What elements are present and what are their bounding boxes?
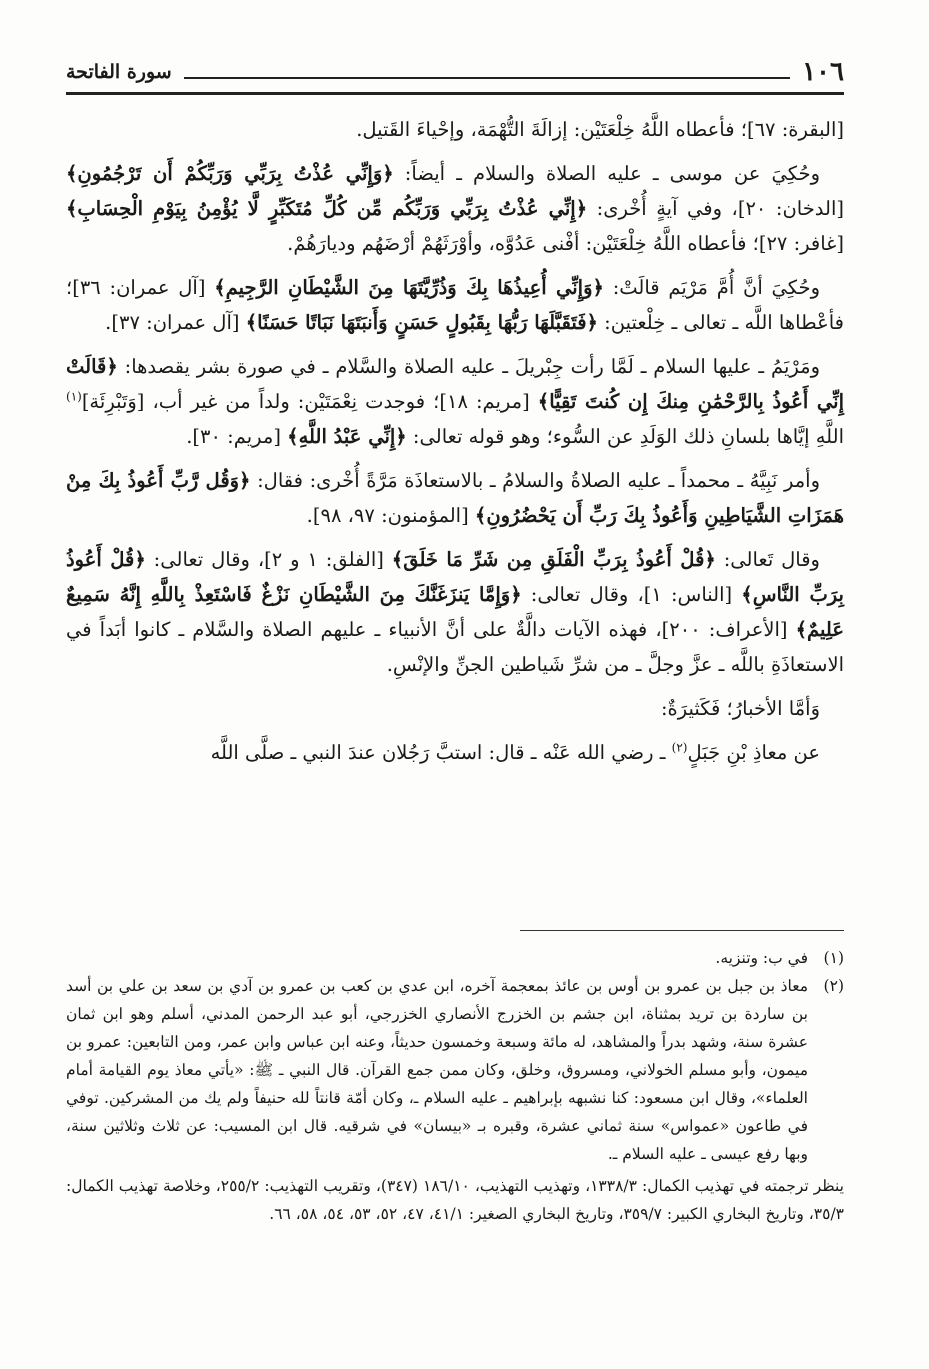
page-header	[66, 52, 844, 92]
quran-verse: ﴿قُلْ أَعُوذُ بِرَبِّ الْفَلَقِ مِن شَرِّ مَا خَلَقَ﴾	[391, 548, 716, 571]
surah-name: سورة الفاتحة	[66, 61, 172, 83]
quran-verse: ﴿قَالَتْ إِنِّي أَعُوذُ بِالرَّحْمَٰنِ مِنكَ إِن كُنتَ تَقِيًّا﴾	[66, 355, 845, 413]
quran-verse: ﴿إِنِّي عُذْتُ بِرَبِّي وَرَبِّكُم مِّن كُلِّ مُتَكَبِّرٍ لَّا يُؤْمِنُ بِيَوْمِ الْحِسَابِ﴾	[66, 197, 588, 220]
footnote-ref[interactable]: (٢)	[671, 740, 688, 755]
quran-verse: ﴿قُلْ أَعُوذُ بِرَبِّ النَّاسِ﴾	[66, 548, 844, 606]
footnote-ref[interactable]: (١)	[66, 389, 82, 404]
text: وقال تَعالى:	[715, 548, 820, 571]
header-rule	[66, 92, 844, 95]
text: [الدخان: ٢٠]، وفي آيةٍ أُخْرى:	[587, 197, 844, 220]
text: [مريم: ٣٠].	[186, 425, 288, 448]
text: وحُكِيَ عن موسى ـ عليه الصلاة والسلام ـ أيضاً:	[393, 162, 820, 185]
footnotes	[66, 944, 844, 1228]
quran-verse: ﴿وَإِنِّي أُعِيذُهَا بِكَ وَذُرِّيَّتَهَا مِنَ الشَّيْطَانِ الرَّجِيمِ﴾	[214, 276, 604, 299]
paragraph	[66, 463, 844, 533]
footnote-1	[66, 944, 844, 972]
text: [آل عمران: ٣٦]؛ فأعْطاها اللَّه ـ تعالى ـ خِلْعتين:	[66, 276, 844, 334]
text: [البقرة: ٦٧]؛ فأعطاه اللَّهُ خِلْعَتَيْن: إزالَةَ التُّهْمَة، وإحْياءَ القَتيل.	[356, 118, 844, 141]
quran-verse: ﴿إِنِّي عَبْدُ اللَّهِ﴾	[287, 425, 407, 448]
text: عن معاذِ بْنِ جَبَلٍ	[687, 741, 820, 764]
text: [الناس: ١]، وقال تعالى:	[521, 583, 742, 606]
text: [آل عمران: ٣٧].	[105, 311, 246, 334]
paragraph	[66, 542, 844, 682]
paragraph	[66, 691, 844, 726]
footnote-references: ينظر ترجمته في تهذيب الكمال: ١٣٣٨/٣، وتهذيب التهذيب، ١٨٦/١٠ (٣٤٧)، وتقريب التهذيب: ٢٥٥/٢، وخلاصة تهذيب الكمال: ٣٥/٣، وتاريخ البخاري الكبير: ٣٥٩/٧، وتاريخ البخاري الصغير: ٤١/١، ٤٧، ٥٢، ٥٣، ٥٤، ٥٨، ٦٦.	[66, 1177, 844, 1223]
paragraph	[66, 112, 844, 147]
paragraph	[66, 156, 844, 261]
text: [المؤمنون: ٩٧، ٩٨].	[306, 504, 475, 527]
text: ـ رضي الله عَنْه ـ قال: استبَّ رَجُلان عندَ النبي ـ صلَّى اللَّه	[210, 741, 672, 764]
text: وَأمَّا الأخبارُ؛ فَكَثيرَةٌ:	[660, 697, 820, 720]
footnote-2	[66, 972, 844, 1168]
text: [الأعراف: ٢٠٠]، فهذه الآيات دالَّةٌ على أنَّ الأنبياء ـ عليهم الصلاة والسَّلام ـ كانوا أبَداً في الاستعاذَةِ باللَّه ـ عزَّ وجلَّ ـ من شرِّ شَياطين الجنِّ والإنْسِ.	[66, 618, 844, 676]
quran-verse: ﴿وَإِنِّي عُذْتُ بِرَبِّي وَرَبِّكُمْ أَن تَرْجُمُونِ﴾	[66, 162, 394, 185]
page-number: ١٠٦	[802, 57, 844, 87]
text: وأمر نَبِيَّهُ ـ محمداً ـ عليه الصلاةُ والسلامُ ـ بالاستعاذَة مَرَّةً أُخْرى: فقال:	[250, 469, 820, 492]
paragraph	[66, 735, 844, 770]
text: [مريم: ١٨]؛ فوجدت نِعْمَتَيْن: ولداً من غير أب، [وَتَبْرِئَة]	[81, 390, 538, 413]
footnote-separator	[520, 930, 844, 931]
quran-verse: ﴿فَتَقَبَّلَهَا رَبُّهَا بِقَبُولٍ حَسَنٍ وَأَنبَتَهَا نَبَاتًا حَسَنًا﴾	[245, 311, 598, 334]
header-line	[184, 77, 790, 79]
footnote-text: في ب: وتنزيه.	[715, 949, 808, 967]
footnote-number: (١)	[823, 949, 844, 967]
footnote-text: معاذ بن جبل بن عمرو بن أوس بن عائذ بمعجمة آخره، ابن عدي بن كعب بن عمرو بن آدي بن سعد بن علي بن أسد بن ساردة بن تريد بمثناة، ابن جشم بن الخزرج الأنصاري الخزرجي، أبو عبد الرحمن المدني، أسلم وهو ابن ثمان عشرة سنة، وشهد بدراً والمشاهد، له مائة وسبعة وخمسون حديثاً، وعنه ابن عباس وابن عمر، ومن التابعين: عمرو بن ميمون، وأبو مسلم الخولاني، ومسروق، وخلق، وكان ممن جمع القرآن. قال النبي ـ ﷺ: «يأتي معاذ يوم القيامة أمام العلماء»، وقال ابن مسعود: كنا نشبهه بإبراهيم ـ عليه السلام ـ، وكان أمّة قانتاً لله حنيفاً ولم يك من المشركين. توفي في طاعون «عمواس» سنة ثماني عشرة، وقبره بـ «بيسان» في شرقيه. قال ابن المسيب: عن ثلاث وثلاثين سنة، وبها رفع عيسى ـ عليه السلام ـ.	[66, 977, 808, 1163]
text: اللَّهِ إيَّاها بلسانِ ذلك الوَلَدِ عن السُّوء؛ وهو قوله تعالى:	[406, 425, 844, 448]
text: [الفلق: ١ و ٢]، وقال تعالى:	[145, 548, 392, 571]
main-text	[66, 112, 844, 779]
text: [غافر: ٢٧]؛ فأعطاه اللَّهُ خِلْعَتَيْن: أفْنى عَدُوَّه، وأوْرَثَهُمْ أرْضَهُم وديارَهُمْ.	[287, 232, 844, 255]
paragraph	[66, 270, 844, 340]
text: ومَرْيَمُ ـ عليها السلام ـ لَمَّا رأت جِبْريلَ ـ عليه الصلاة والسَّلام ـ في صورة بشر يقصدها:	[117, 355, 820, 378]
quran-verse: ﴿وَقُل رَّبِّ أَعُوذُ بِكَ مِنْ هَمَزَاتِ الشَّيَاطِينِ وَأَعُوذُ بِكَ رَبِّ أَن يَحْضُرُونِ﴾	[66, 469, 844, 527]
quran-verse: ﴿وَإِمَّا يَنزَغَنَّكَ مِنَ الشَّيْطَانِ نَزْغٌ فَاسْتَعِذْ بِاللَّهِ إِنَّهُ سَمِيعٌ عَلِيمٌ﴾	[66, 583, 845, 641]
footnote-number: (٢)	[823, 977, 844, 995]
text: وحُكِيَ أنَّ أُمَّ مَرْيَم قالَتْ:	[603, 276, 820, 299]
paragraph	[66, 349, 844, 454]
